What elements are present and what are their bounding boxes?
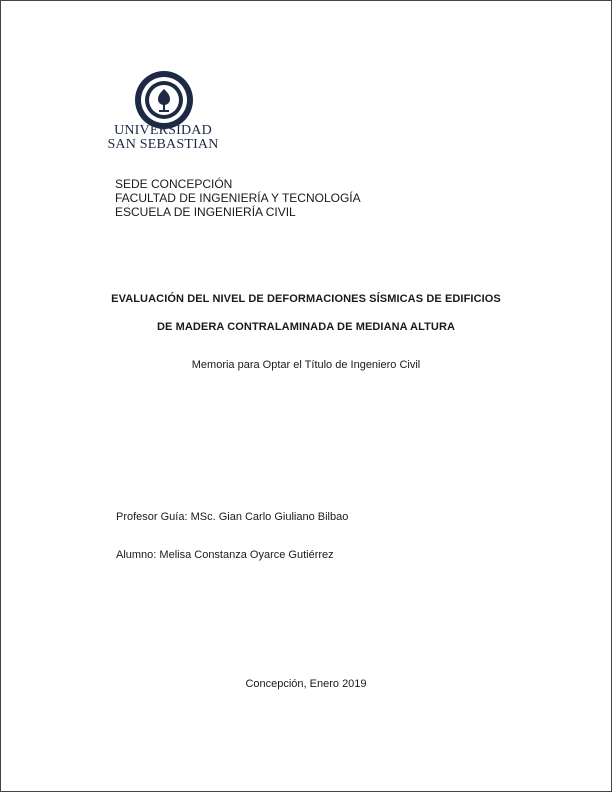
place-date: Concepción, Enero 2019	[245, 678, 367, 690]
university-name-line1: UNIVERSIDAD	[114, 123, 212, 138]
thesis-subtitle: Memoria para Optar el Título de Ingeniero Civil	[191, 359, 421, 371]
facultad-label: FACULTAD DE INGENIERÍA Y TECNOLOGÍA	[115, 191, 361, 205]
university-seal-icon	[134, 70, 194, 130]
student-line: Alumno: Melisa Constanza Oyarce Gutiérrez	[116, 549, 334, 561]
thesis-title-line2: DE MADERA CONTRALAMINADA DE MEDIANA ALTURA	[156, 321, 456, 333]
sede-label: SEDE CONCEPCIÓN	[115, 177, 233, 191]
escuela-label: ESCUELA DE INGENIERÍA CIVIL	[115, 205, 296, 219]
thesis-title-line1: EVALUACIÓN DEL NIVEL DE DEFORMACIONES SÍSMICAS DE EDIFICIOS	[111, 293, 501, 305]
university-name	[100, 124, 226, 152]
advisor-line: Profesor Guía: MSc. Gian Carlo Giuliano Bilbao	[116, 511, 349, 523]
institution-block	[115, 177, 361, 219]
university-name-line2: SAN SEBASTIAN	[107, 137, 219, 152]
